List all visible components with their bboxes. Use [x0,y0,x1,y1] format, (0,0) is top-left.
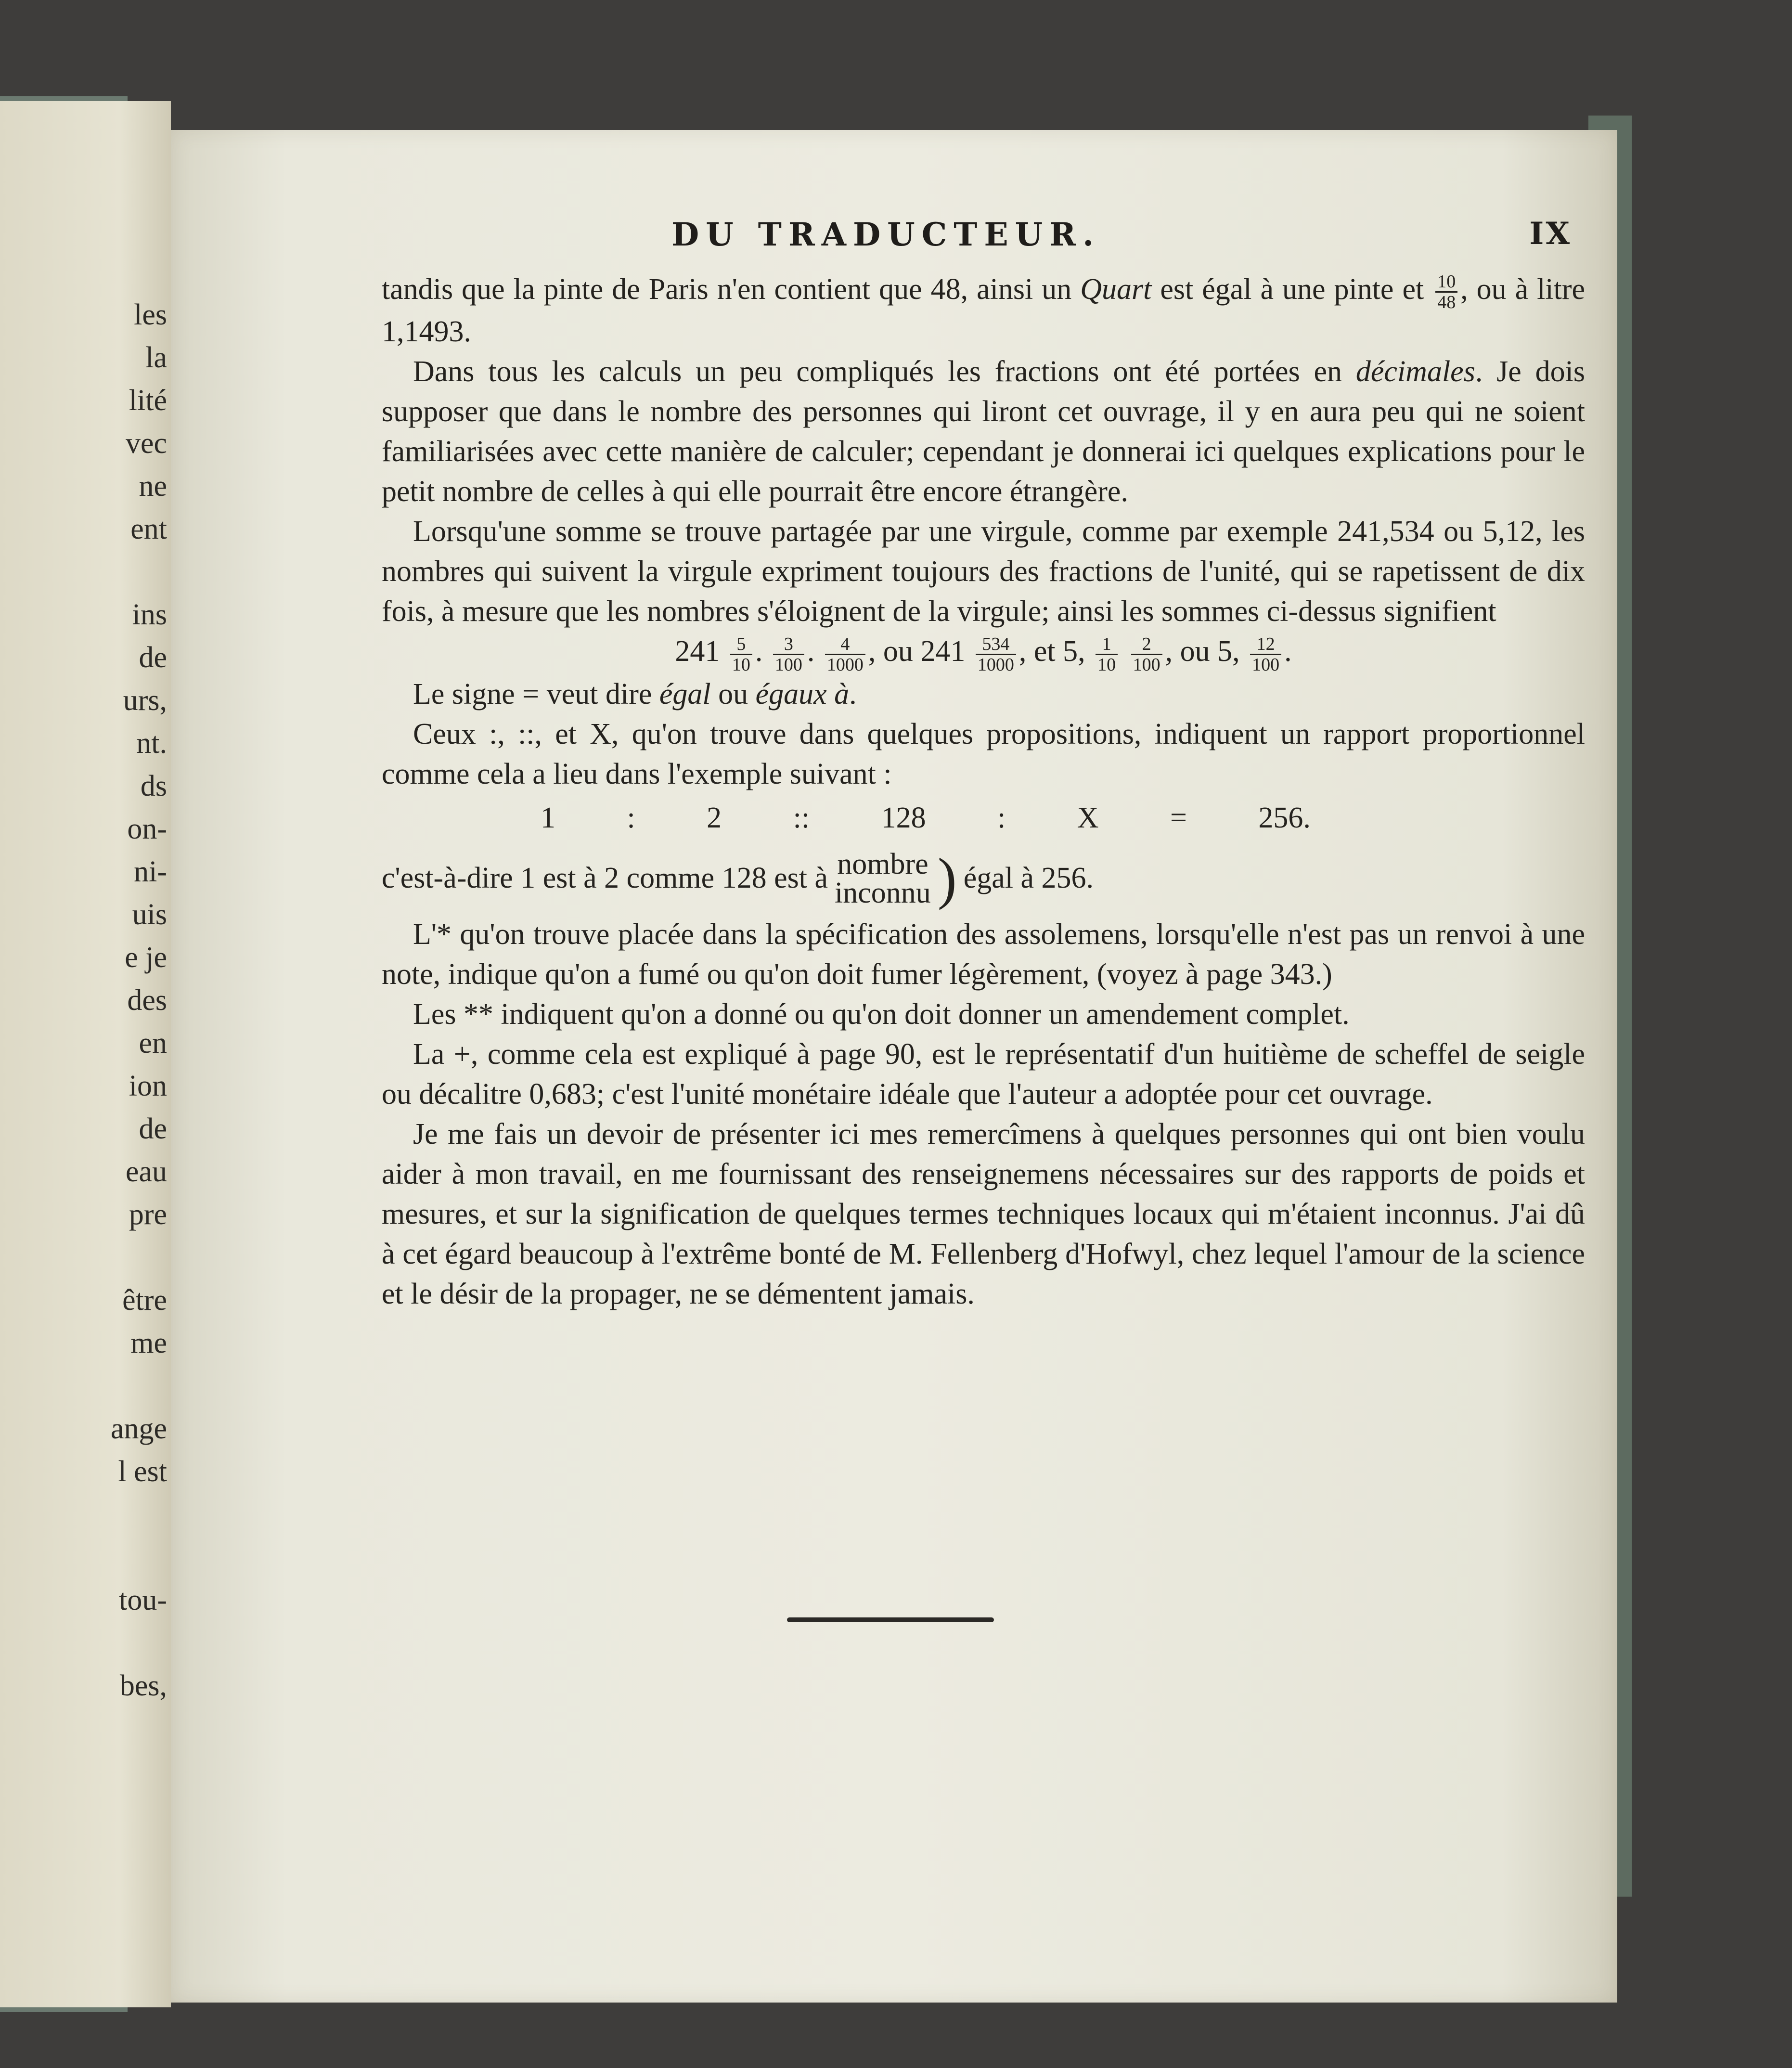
paragraph-5: Ceux :, ::, et X, qu'on trouve dans quelques propositions, indiquent un rapport proportionnel comme cela a lieu dans l'exemple suivant : [382,717,1585,790]
left-fragment-line: ange [110,1412,167,1445]
proportion-symbol: : [627,801,635,835]
left-fragment-line: eau [125,1155,167,1188]
left-fragment-line: la [145,341,167,374]
fraction-1-10 [1096,634,1118,674]
left-fragment-line: nt. [136,727,167,760]
formula-et-5: , et 5, [1018,635,1085,668]
paragraph-2 [382,352,1585,512]
fraction-2-100 [1131,634,1162,674]
fraction-5-10 [730,634,752,674]
paragraph-6-end: égal à 256. [963,862,1094,895]
section-divider [787,1617,994,1622]
left-fragment-line [42,1536,167,1579]
left-fragment-line: pre [129,1198,167,1231]
fraction-10-48 [1435,272,1457,312]
paragraph-1-text: tandis que la pinte de Paris n'en contient que 48, ainsi un [382,273,1081,306]
paragraph-9: La +, comme cela est expliqué à page 90, est le représentatif d'un huitième de scheffel de seigle ou décalitre 0,683; c'est l'unité monétaire idéale que l'auteur a adoptée pour cet ouvrage. [382,1037,1585,1111]
fraction-numerator: 3 [773,634,804,655]
proportion-unknown: X [1077,801,1099,835]
fraction-534-1000 [976,634,1016,674]
left-fragment-line: on- [127,813,167,845]
proportion-term: 128 [881,801,926,835]
paragraph-4-text: Le signe = veut dire [413,677,659,711]
stack-top: nombre [837,847,928,880]
left-fragment-line: être [122,1284,167,1317]
left-fragment-line: en [139,1027,167,1060]
fraction-12-100 [1250,634,1281,674]
fraction-formula: 241 $\frac{5}{10}$ . $\frac{3}{100}$ . $\frac{4}{1000}$ , ou 241 $\frac{534}{1000}$ , et 5, $\frac{1}{10}$ $\frac{2}{100}$ , ou 5, $\frac{12}{100}$ . [675,633,1292,675]
fraction-numerator: 1 [1096,634,1118,655]
fraction-numerator: 10 [1435,272,1457,293]
left-fragment-line: uis [132,898,167,931]
left-fragment-line: ion [129,1070,167,1102]
egaux-term: égaux à [755,677,850,711]
left-fragment-line: les [134,298,167,331]
paragraph-6 [382,842,1585,915]
proportion-equals: = [1170,801,1187,835]
running-title: DU TRADUCTEUR. [671,216,1101,253]
paragraph-7: L'* qu'on trouve placée dans la spécification des assolemens, lorsqu'elle n'est pas un renvoi à une note, indique qu'on a fumé ou qu'on doit fumer légèrement, (voyez à page 343.) [382,918,1585,991]
page-number: IX [1529,216,1572,252]
proportion-example [541,794,1311,842]
fraction-denominator: 1000 [826,654,864,675]
book-page [171,130,1617,2003]
paragraph-4-end: . [849,677,857,711]
stack-bottom: inconnu [835,876,931,909]
quart-term: Quart [1080,273,1152,306]
fraction-numerator: 4 [825,634,865,655]
left-fragment-line [42,1493,167,1536]
proportion-result: 256. [1258,801,1311,835]
body-text [382,270,1585,1314]
left-fragment-line [42,551,167,594]
paragraph-4 [382,674,1585,714]
left-fragment-line [42,1622,167,1665]
fraction-numerator: 5 [730,634,752,655]
nombre-inconnu-stack [835,847,931,909]
paragraph-3: Lorsqu'une somme se trouve partagée par une virgule, comme par exemple 241,534 ou 5,12, les nombres qui suivent la virgule expriment toujours des fractions de l'unité, qui se rapetissent de dix fois, à mesure que les nombres s'éloignent de la virgule; ainsi les sommes ci-dessus signifient [382,515,1585,628]
decimales-term: décimales [1355,355,1475,388]
paragraph-4-ou: ou [710,677,756,711]
left-fragment-line: de [139,1112,167,1145]
left-page-fragments [42,294,167,1707]
fraction-denominator: 1000 [977,654,1014,675]
formula-ou-5: , ou 5, [1165,635,1240,668]
fraction-3-100 [773,634,804,674]
fraction-numerator: 2 [1131,634,1162,655]
left-fragment-line: ent [130,513,167,545]
left-fragment-line [42,1365,167,1408]
right-brace-icon: ) [937,846,957,910]
fraction-denominator: 10 [1097,654,1116,675]
formula-ou-241: , ou 241 [868,635,966,668]
paragraph-1-text-end: est égal à une [1151,273,1326,306]
fraction-denominator: 100 [1133,654,1160,675]
left-fragment-line: ne [139,470,167,503]
fraction-denominator: 100 [1252,654,1280,675]
paragraph-1-line2: pinte et [1334,273,1433,306]
left-fragment-line: bes, [119,1669,167,1702]
paragraph-1 [382,270,1585,352]
fraction-denominator: 100 [774,654,802,675]
left-fragment-line: ins [132,598,167,631]
proportion-term: 2 [707,801,722,835]
proportion-symbol: :: [793,801,810,835]
fraction-denominator: 10 [732,654,750,675]
egal-term: égal [659,677,711,711]
running-head [671,216,1586,273]
left-fragment-line: de [139,641,167,674]
paragraph-1-line2-end: , ou à litre 1,1493. [382,273,1586,349]
fraction-denominator: 48 [1437,292,1456,313]
paragraph-2-text-end: . Je dois supposer que dans le nombre des personnes qui liront cet ouvrage, il y en aura peu qui ne soient familiarisées avec cette manière de calculer; cependant je donnerai ici quelques explications pour le petit nombre de celles à qui elle pourrait être encore étrangère. [382,355,1586,508]
left-fragment-line: tou- [119,1584,167,1616]
left-fragment-line: lité [129,384,167,417]
left-fragment-line: des [127,984,167,1017]
proportion-symbol: : [997,801,1006,835]
fraction-numerator: 12 [1250,634,1281,655]
left-fragment-line: vec [125,427,167,460]
left-fragment-line: ds [140,770,167,802]
paragraph-2-text: Dans tous les calculs un peu compliqués les fractions ont été portées en [413,355,1356,388]
left-fragment-line: ni- [134,855,167,888]
left-page-edge [0,101,171,2007]
left-fragment-line: e je [125,941,167,974]
left-fragment-line: me [130,1327,167,1359]
paragraph-10: Je me fais un devoir de présenter ici mes remercîmens à quelques personnes qui ont bien voulu aider à mon travail, en me fournissant des renseignemens nécessaires sur des rapports de poids et mesures, et sur la signification de quelques termes techniques locaux qui m'étaient inconnus. J'ai dû à cet égard beaucoup à l'extrême bonté de M. Fellenberg d'Hofwyl, chez lequel l'amour de la science et le désir de la propager, ne se démentent jamais. [382,1117,1585,1310]
paragraph-6-text: c'est-à-dire 1 est à 2 comme 128 est à [382,862,828,895]
formula-241: 241 [675,635,720,668]
fraction-4-1000 [825,634,865,674]
left-fragment-line: l est [118,1455,167,1488]
left-fragment-line [42,1236,167,1279]
proportion-term: 1 [541,801,555,835]
left-fragment-line: urs, [123,684,167,717]
paragraph-8: Les ** indiquent qu'on a donné ou qu'on doit donner un amendement complet. [413,997,1350,1031]
fraction-numerator: 534 [976,634,1016,655]
